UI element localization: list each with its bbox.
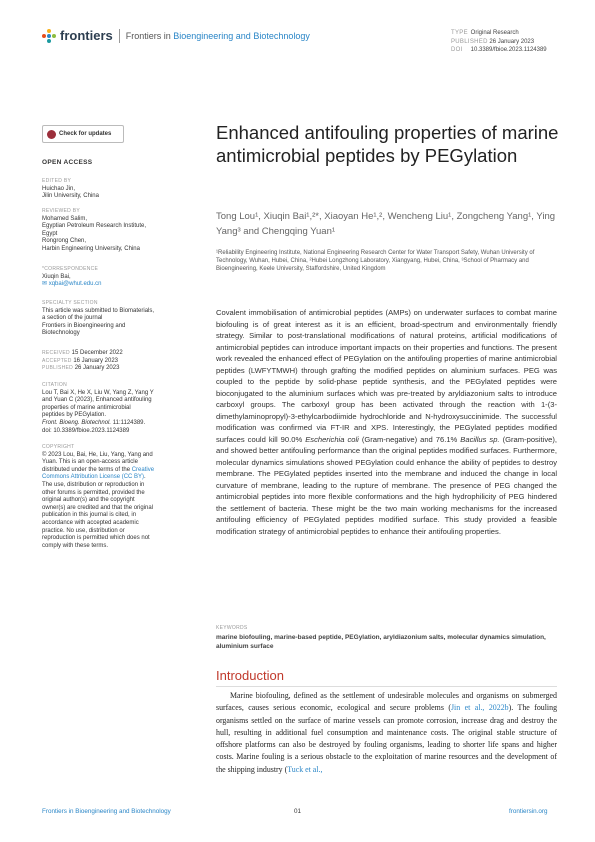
affiliations: ¹Reliability Engineering Institute, National Engineering Research Center for Water Transport Safety, Wuhan University of Technology, Wuhan, Hubei, China, ²Hubei Longzhong Laboratory, Xiangyang, Hubei, China, ³School of Pharmacy and Bioengineering, Keele University, Staffordshire, United Kingdom — [216, 250, 535, 272]
keyword: marine-based peptide — [274, 634, 342, 641]
article-meta: TYPE Original Research PUBLISHED 26 January 2023 DOI 10.3389/fbioe.2023.1124389 — [451, 30, 547, 53]
license-link[interactable]: Creative Commons Attribution License (CC BY) — [42, 466, 155, 481]
keyword: aryldiazonium salts — [383, 634, 444, 641]
copyright: COPYRIGHT © 2023 Lou, Bai, He, Liu, Yang, Yang and Yuan. This is an open-access article distributed under the terms of the Creative Commons Attribution License (CC BY). The use, distribution or reproduction in other forums is permitted, provided the original author(s) and the copyright owner(s) are credited and that the original publication in this journal is cited, in accordance with accepted academic practice. No use, distribution or reproduction is permitted which does not comply with these terms. — [42, 444, 155, 549]
correspondence-email-link[interactable]: ✉ xqbai@whut.edu.cn — [42, 281, 102, 288]
open-access-label: OPEN ACCESS — [42, 159, 93, 166]
check-updates-icon — [47, 130, 56, 139]
page-number: 01 — [294, 808, 302, 815]
keyword: aluminium surface — [216, 643, 274, 650]
keywords-label: KEYWORDS — [216, 625, 248, 631]
specialty-section: SPECIALTY SECTION This article was submitted to Biomaterials, a section of the journal Frontiers in Bioengineering and Biotechnology — [42, 300, 155, 337]
footer-website-link[interactable]: frontiersin.org — [509, 808, 548, 815]
edited-by: EDITED BY Huichao Jin, Jilin University, China — [42, 178, 99, 200]
citation-link[interactable]: Jin et al., 2022b — [450, 703, 509, 713]
citation: CITATION Lou T, Bai X, He X, Liu W, Yang Z, Yang Y and Yuan C (2023), Enhanced antifouling properties of marine antimicrobial peptides by PEGylation. Front. Bioeng. Biotechnol. 11:1124389. doi: 10.3389/fbioe.2023.1124389 — [42, 382, 154, 434]
section-divider — [216, 686, 557, 687]
logo-divider — [119, 29, 120, 43]
keyword: PEGylation — [344, 634, 380, 641]
frontiers-logo-icon — [42, 29, 56, 43]
article-dates: RECEIVED 15 December 2022 ACCEPTED 16 January 2023 PUBLISHED 26 January 2023 — [42, 350, 123, 372]
abstract: Covalent immobilisation of antimicrobial peptides (AMPs) on underwater surfaces to combat marine biofouling is of great interest as it is an efficient, broad-spectrum and environmentally friendly strategy. Similar to post-translational modifications of natural proteins, artificial modifications of antimicrobial peptides can introduce important impacts on their properties and functions. The present work revealed the enhanced effect of PEGylation on the antifouling properties of marine antimicrobial peptides (LWFYTMWH) through grafting the modified peptides on aluminium surfaces. PEG was coupled to the peptide by solid-phase peptide synthesis, and the PEGylated peptides were bioconjugated to the aluminium surfaces which was pre-treated by aryldiazonium salts to introduce carboxyl groups. The carboxyl group has been activated through the reaction with 1-(3-dimethylaminopropyl)-3-ethylcarbodiimide hydrochloride and N-hydroxysuccinimide. The successful modification was confirmed via FT-IR and XPS. Interestingly, the PEGylated peptides modified surfaces could kill 90.0% Escherichia coli (Gram-negative) and 76.1% Bacillus sp. (Gram-positive), and showed better antifouling performance than the original peptides modified surfaces. Furthermore, molecular dynamics simulations showed PEGylation could enhance the ability of peptides to destroy membrane. The PEGylated peptides inserted into the membrane and induced the change in local curvature of membrane, leading to the rupture of membrane. The presence of PEG changed the antimicrobial peptides into more flexible conformations and the high hydrophilicity of PEG hindered the settlement of bacteria. These might be the two main working mechanisms for the increased antifouling efficiency of PEGylated peptides modified surface. This study provided a feasible modification strategy of antimicrobial peptides to enhance their antifouling properties. — [216, 308, 557, 536]
keywords: marine biofouling, marine-based peptide, PEGylation, aryldiazonium salts, molecular dynamics simulation, aluminium surface — [216, 634, 546, 650]
journal-logo[interactable] — [42, 28, 310, 43]
correspondence: *CORRESPONDENCE Xiuqin Bai, ✉ xqbai@whut.edu.cn — [42, 266, 187, 289]
keyword: molecular dynamics simulation — [447, 634, 545, 641]
citation-link[interactable]: Tuck et al., — [287, 764, 323, 774]
brand-name: frontiers — [60, 28, 113, 43]
journal-name: Frontiers in Bioengineering and Biotechnology — [125, 30, 310, 41]
article-title: Enhanced antifouling properties of marine antimicrobial peptides by PEGylation — [216, 122, 559, 166]
footer-journal[interactable]: Frontiers in Bioengineering and Biotechnology — [42, 808, 171, 815]
reviewed-by: REVIEWED BY Mohamed Salim, Egyptian Petroleum Research Institute, Egypt Rongrong Chen, Harbin Engineering University, China — [42, 208, 147, 252]
introduction-paragraph: Marine biofouling, defined as the settlement of undesirable molecules and organisms on submerged surfaces, causes serious economic, ecological and secure problems (Jin et al., 2022b). The fouling organisms settled on the surface of marine vessels can promote corrosion, increase drag and destroy the hull, resulting in additional fuel consumption and maintenance costs. The original stable structure of offshore platforms can also be destroyed by fouling organisms, leading to shorter life spans and higher costs. Marine fouling is a serious obstacle to the exploitation of marine resources and the development of the shipping industry (Tuck et al., — [216, 691, 558, 774]
section-heading-introduction: Introduction — [216, 668, 284, 683]
author-list: Tong Lou¹, Xiuqin Bai¹,²*, Xiaoyan He¹,², Wencheng Liu¹, Zongcheng Yang¹, Ying Yang³ and Chengqing Yuan¹ — [216, 211, 556, 237]
check-for-updates-button[interactable]: Check for updates — [42, 125, 124, 143]
keyword: marine biofouling — [216, 634, 271, 641]
